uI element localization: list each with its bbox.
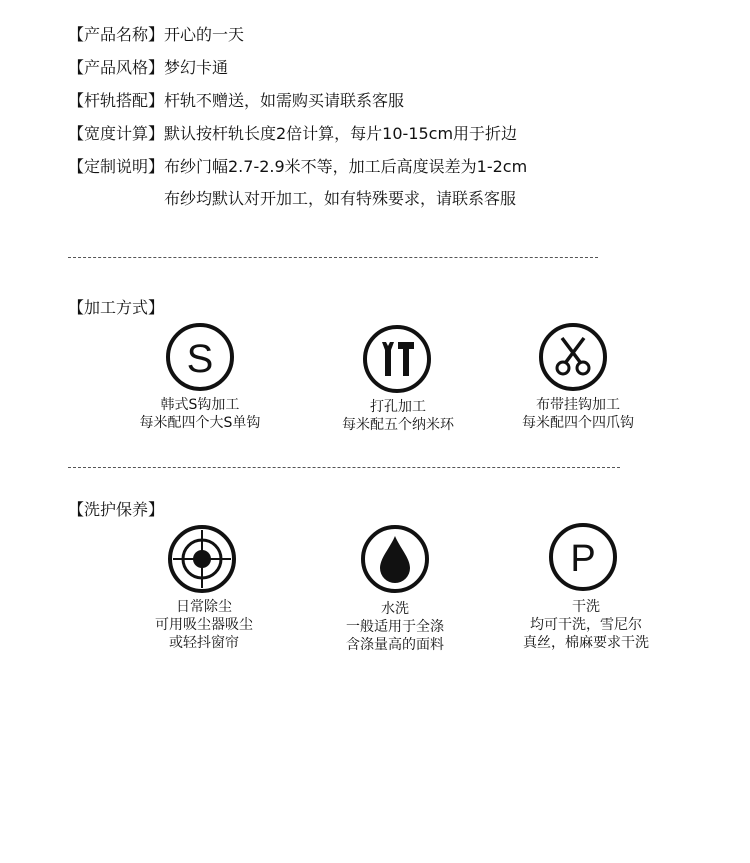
processing-desc: 每米配四个大S单钩 (139, 415, 261, 431)
spec-value: 杆轨不赠送，如需购买请联系客服 (164, 91, 405, 110)
spec-row-custom (68, 157, 527, 177)
spec-row-product-name (68, 25, 244, 45)
spec-row-style (68, 58, 228, 78)
care-desc: 可用吸尘器吸尘 (155, 617, 253, 633)
s-hook-icon (165, 322, 235, 392)
target-icon (167, 524, 237, 594)
care-desc: 真丝，棉麻要求干洗 (523, 635, 649, 651)
care-title: 【洗护保养】 (68, 500, 165, 519)
care-desc: 一般适用于全涤 (346, 619, 444, 635)
section-divider (68, 467, 620, 468)
care-desc: 均可干洗，雪尼尔 (530, 617, 642, 633)
processing-desc: 每米配五个纳米环 (342, 417, 454, 433)
processing-name: 韩式S钩加工 (160, 397, 240, 413)
spec-continuation: 布纱均默认对开加工，如有特殊要求，请联系客服 (164, 189, 517, 208)
spec-label: 【杆轨搭配】 (68, 91, 165, 110)
spec-value: 开心的一天 (164, 25, 245, 44)
care-name: 日常除尘 (176, 599, 232, 615)
spec-value: 布纱门幅2.7-2.9米不等，加工后高度误差为1-2cm (164, 157, 528, 176)
water-drop-icon (360, 524, 430, 594)
spec-label: 【产品风格】 (68, 58, 165, 77)
spec-label: 【产品名称】 (68, 25, 165, 44)
p-circle-icon (548, 522, 618, 592)
scissors-icon (538, 322, 608, 392)
processing-name: 布带挂钩加工 (536, 397, 620, 413)
svg-text:P: P (570, 538, 596, 580)
processing-item-tape-hook (478, 396, 678, 432)
spec-label: 【宽度计算】 (68, 124, 165, 143)
care-item-wash (295, 600, 495, 654)
spec-value: 梦幻卡通 (164, 58, 229, 77)
svg-text:S: S (186, 337, 214, 381)
processing-item-s-hook (100, 396, 300, 432)
care-item-dust (104, 598, 304, 652)
care-desc: 含涤量高的面料 (346, 637, 444, 653)
care-name: 水洗 (381, 601, 409, 617)
care-desc: 或轻抖窗帘 (169, 635, 239, 651)
care-name: 干洗 (572, 599, 600, 615)
section-divider (68, 257, 598, 258)
spec-row-rail (68, 91, 404, 111)
processing-title: 【加工方式】 (68, 298, 165, 317)
spec-label: 【定制说明】 (68, 157, 165, 176)
spec-row-width (68, 124, 517, 144)
spec-value: 默认按杆轨长度2倍计算，每片10-15cm用于折边 (164, 124, 518, 143)
processing-name: 打孔加工 (370, 399, 426, 415)
processing-item-punch (298, 398, 498, 434)
processing-desc: 每米配四个四爪钩 (522, 415, 634, 431)
tools-icon (362, 324, 432, 394)
care-item-dry-clean (486, 598, 686, 652)
